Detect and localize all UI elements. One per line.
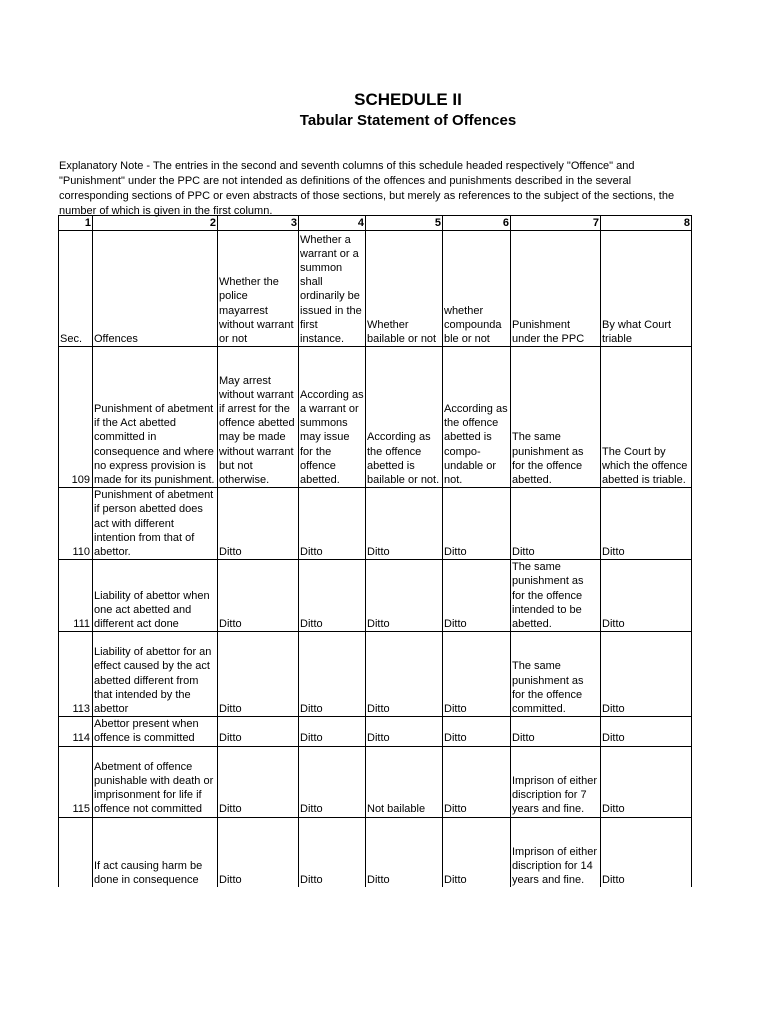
table-row [59,632,692,717]
bailable-cell: Ditto [366,560,443,632]
court-cell: Ditto [601,717,692,746]
col-number: 6 [443,216,511,231]
arrest-cell: Ditto [218,817,299,887]
header-compoundable: whether compounda ble or not [443,231,511,347]
arrest-cell: Ditto [218,717,299,746]
warrant-cell: Ditto [299,632,366,717]
offences-table [58,215,692,887]
table-row [59,817,692,887]
compoundable-cell: According as the offence abetted is compo-undable or not. [443,347,511,488]
offence-cell: Punishment of abetment if person abetted does act with different intention from that of abettor. [93,488,218,560]
punishment-cell: Ditto [511,717,601,746]
col-number: 2 [93,216,218,231]
court-cell: Ditto [601,560,692,632]
sec-cell: 113 [59,632,93,717]
sec-cell: 110 [59,488,93,560]
warrant-cell: Ditto [299,717,366,746]
arrest-cell: Ditto [218,632,299,717]
offence-cell: Punishment of abetment if the Act abetted committed in consequence and where no express provision is made for its punishment. [93,347,218,488]
bailable-cell: Ditto [366,717,443,746]
warrant-cell: Ditto [299,817,366,887]
punishment-cell: The same punishment as for the offence abetted. [511,347,601,488]
header-sec: Sec. [59,231,93,347]
court-cell: Ditto [601,817,692,887]
table-row [59,746,692,817]
header-offences: Offences [93,231,218,347]
punishment-cell: The same punishment as for the offence intended to be abetted. [511,560,601,632]
arrest-cell: May arrest without warrant if arrest for the offence abetted may be made without warrant but not otherwise. [218,347,299,488]
col-number: 8 [601,216,692,231]
bailable-cell: Not bailable [366,746,443,817]
offence-cell: Abetment of offence punishable with death or imprisonment for life if offence not committed [93,746,218,817]
compoundable-cell: Ditto [443,746,511,817]
header-warrant: Whether a warrant or a summon shall ordinarily be issued in the first instance. [299,231,366,347]
warrant-cell: According as a warrant or summons may issue for the offence abetted. [299,347,366,488]
compoundable-cell: Ditto [443,632,511,717]
punishment-cell: Imprison of either discription for 7 years and fine. [511,746,601,817]
table-row [59,560,692,632]
warrant-cell: Ditto [299,488,366,560]
schedule-title: SCHEDULE II [354,90,462,109]
sec-cell [59,817,93,887]
table-row [59,488,692,560]
bailable-cell: Ditto [366,632,443,717]
punishment-cell: The same punishment as for the offence committed. [511,632,601,717]
col-number: 7 [511,216,601,231]
header-bailable: Whether bailable or not [366,231,443,347]
bailable-cell: Ditto [366,488,443,560]
arrest-cell: Ditto [218,560,299,632]
col-number: 4 [299,216,366,231]
header-row [59,231,692,347]
compoundable-cell: Ditto [443,717,511,746]
sec-cell: 109 [59,347,93,488]
compoundable-cell: Ditto [443,817,511,887]
warrant-cell: Ditto [299,560,366,632]
bailable-cell: According as the offence abetted is bailable or not. [366,347,443,488]
offence-cell: If act causing harm be done in consequence [93,817,218,887]
table-row [59,717,692,746]
table-row [59,347,692,488]
header-court: By what Court triable [601,231,692,347]
arrest-cell: Ditto [218,488,299,560]
warrant-cell: Ditto [299,746,366,817]
offence-cell: Liability of abettor when one act abetted and different act done [93,560,218,632]
schedule-subtitle: Tabular Statement of Offences [299,112,517,129]
court-cell: Ditto [601,746,692,817]
sec-cell: 111 [59,560,93,632]
explanatory-note: Explanatory Note - The entries in the second and seventh columns of this schedule headed respectively "Offence" and "Punishment" under the PPC are not intended as definitions of the offences and punishments described in the several corresponding sections of PPC or even abstracts of those sections, but merely as references to the subject of the sections, the number of which is given in the first column. [59,160,675,217]
sec-cell: 115 [59,746,93,817]
punishment-cell: Ditto [511,488,601,560]
court-cell: Ditto [601,632,692,717]
compoundable-cell: Ditto [443,488,511,560]
sec-cell: 114 [59,717,93,746]
header-arrest: Whether the police mayarrest without warrant or not [218,231,299,347]
col-number: 5 [366,216,443,231]
court-cell: The Court by which the offence abetted is triable. [601,347,692,488]
offence-cell: Abettor present when offence is committed [93,717,218,746]
offence-cell: Liability of abettor for an effect caused by the act abetted different from that intended by the abettor [93,632,218,717]
col-number: 3 [218,216,299,231]
column-number-row [59,216,692,231]
col-number: 1 [59,216,93,231]
bailable-cell: Ditto [366,817,443,887]
compoundable-cell: Ditto [443,560,511,632]
court-cell: Ditto [601,488,692,560]
header-punishment: Punishment under the PPC [511,231,601,347]
arrest-cell: Ditto [218,746,299,817]
punishment-cell: Imprison of either discription for 14 years and fine. [511,817,601,887]
